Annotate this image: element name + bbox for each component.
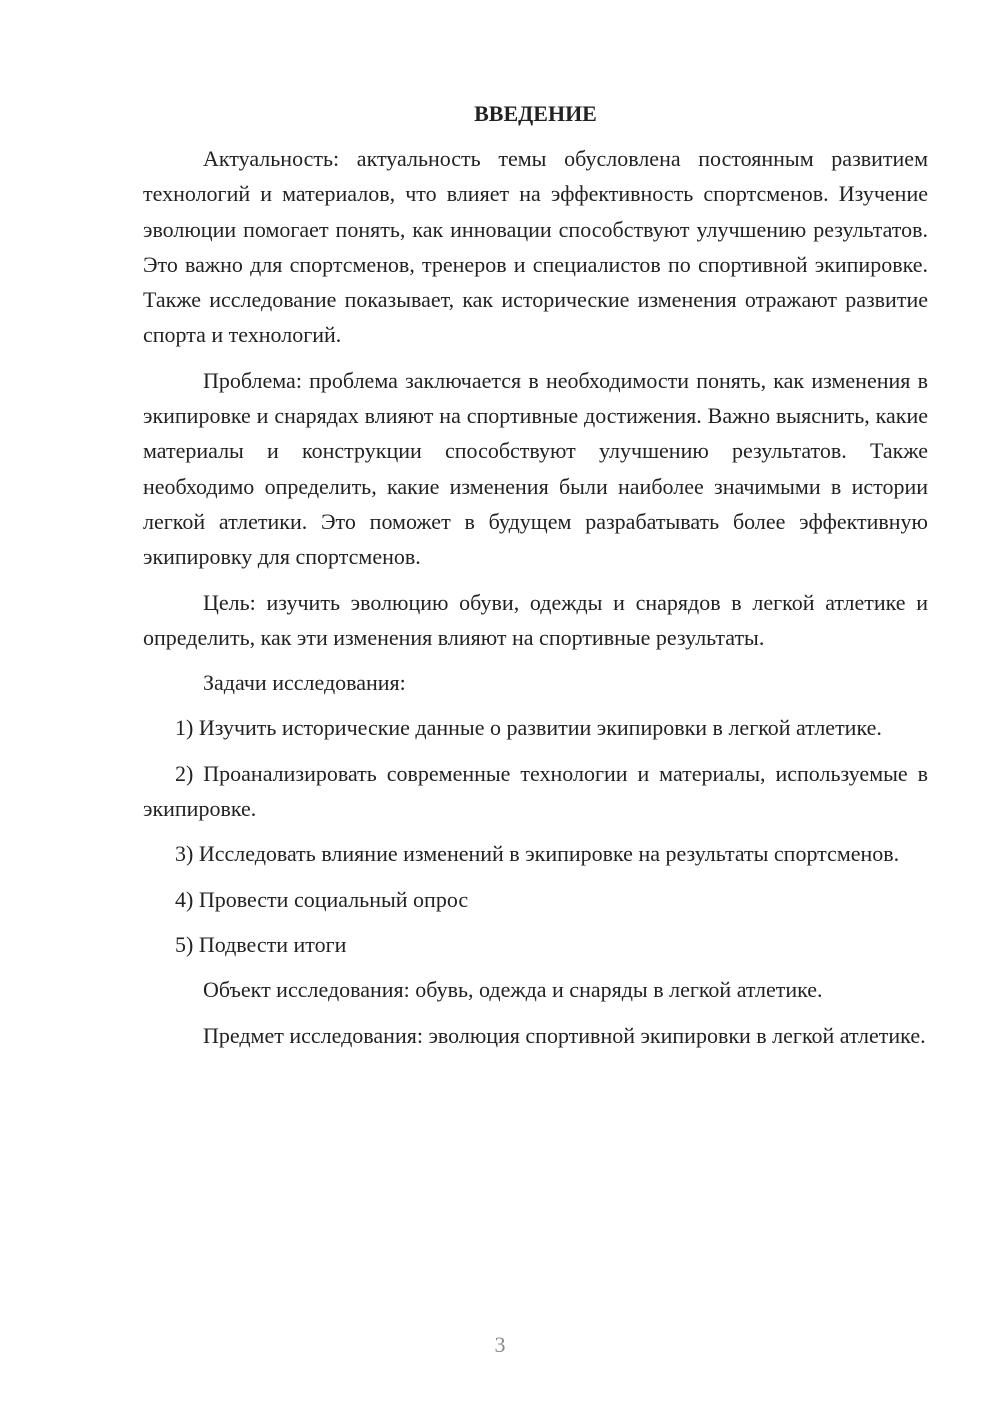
section-title: ВВЕДЕНИЕ (474, 101, 597, 126)
paragraph-relevance: Актуальность: актуальность темы обусловлена постоянным развитием технологий и материалов, что влияет на эффективность спортсменов. Изучение эволюции помогает понять, как инновации способствуют улучшению результатов. Это важно для спортсменов, тренеров и специалистов по спортивной экипировке. Также исследование показывает, как исторические изменения отражают развитие спорта и технологий. (143, 146, 928, 348)
task-item-1: 1) Изучить исторические данные о развитии экипировки в легкой атлетике. (175, 715, 882, 741)
document-page (143, 96, 928, 1063)
task-item-3: 3) Исследовать влияние изменений в экипировке на результаты спортсменов. (175, 841, 900, 867)
paragraph-object: Объект исследования: обувь, одежда и снаряды в легкой атлетике. (203, 977, 823, 1003)
page-number: 3 (494, 1332, 506, 1357)
paragraph-subject: Предмет исследования: эволюция спортивной экипировки в легкой атлетике. (203, 1022, 926, 1048)
task-item-4: 4) Провести социальный опрос (175, 886, 469, 912)
paragraph-problem: Проблема: проблема заключается в необходимости понять, как изменения в экипировке и снарядах влияют на спортивные достижения. Важно выяснить, какие материалы и конструкции способствуют улучшению результатов. Также необходимо определить, какие изменения были наиболее значимыми в истории легкой атлетики. Это поможет в будущем разрабатывать более эффективную экипировку для спортсменов. (143, 367, 928, 570)
paragraph-tasks-heading: Задачи исследования: (203, 670, 406, 696)
paragraph-goal: Цель: изучить эволюцию обуви, одежды и снарядов в легкой атлетике и определить, как эти изменения влияют на спортивные результаты. (143, 589, 928, 650)
task-item-2: 2) Проанализировать современные технологии и материалы, используемые в экипировке. (143, 760, 928, 822)
task-item-5: 5) Подвести итоги (175, 931, 347, 957)
